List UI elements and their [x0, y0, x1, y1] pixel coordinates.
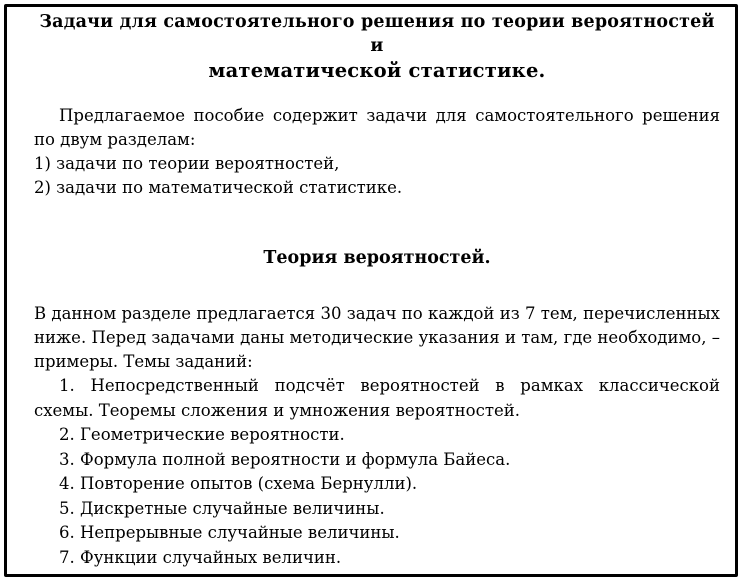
topic-item-5: [34, 497, 720, 522]
intro-item-1: 1) задачи по теории вероятностей,: [34, 154, 340, 173]
topic-text: Функции случайных величин.: [80, 547, 342, 567]
section-title: Теория вероятностей.: [263, 248, 491, 268]
topic-item-6: [34, 521, 720, 546]
document-title-line-1: Задачи для самостоятельного решения по теории вероятностей и: [39, 12, 715, 56]
document-title-line-2: математической статистике.: [208, 59, 546, 82]
topic-number: 3.: [59, 449, 75, 469]
topic-item-2: [34, 423, 720, 448]
intro-item-2: 2) задачи по математической статистике.: [34, 178, 403, 197]
topic-number: 7.: [59, 547, 75, 567]
topic-item-3: [34, 448, 720, 473]
topic-number: 1.: [59, 376, 75, 395]
topic-number: 4.: [59, 474, 75, 493]
topic-text: Непрерывные случайные величины.: [80, 523, 400, 542]
topic-number: 6.: [59, 523, 75, 542]
topic-text: Непосредственный подсчёт вероятностей в рамках классической схемы. Теоремы сложения и умножения вероятностей.: [34, 376, 720, 420]
intro-paragraph: Предлагаемое пособие содержит задачи для самостоятельного решения по двум разделам:: [34, 106, 720, 149]
topic-item-4: [34, 472, 720, 497]
topic-number: 2.: [59, 425, 75, 444]
topic-text: Повторение опытов (схема Бернулли).: [80, 474, 418, 493]
topic-item-1: [34, 374, 720, 423]
document-body: [34, 10, 720, 570]
topic-item-7: [34, 546, 720, 571]
section-paragraph: В данном разделе предлагается 30 задач по каждой из 7 тем, перечисленных ниже. Перед задачами даны методические указания и там, где необходимо, – примеры. Темы заданий:: [34, 304, 720, 371]
topic-number: 5.: [59, 498, 75, 518]
topic-text: Формула полной вероятности и формула Байеса.: [80, 449, 511, 469]
topic-text: Геометрические вероятности.: [80, 425, 345, 444]
topic-text: Дискретные случайные величины.: [80, 498, 385, 518]
